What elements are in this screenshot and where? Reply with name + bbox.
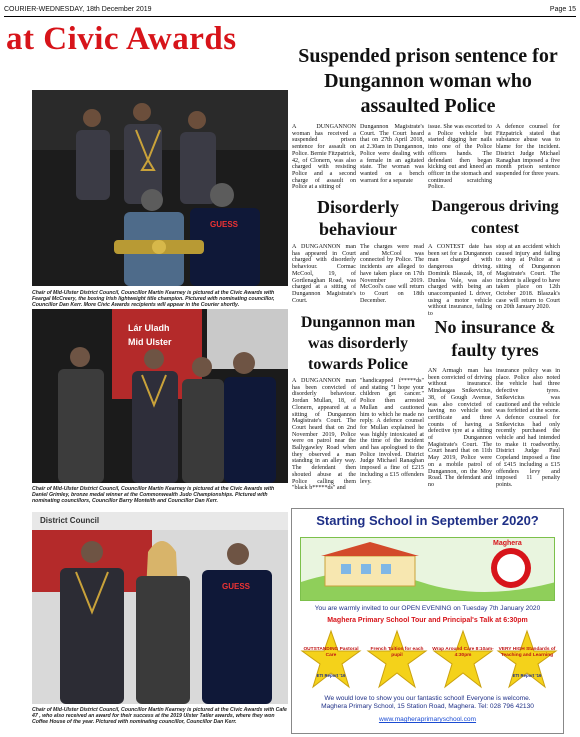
story5-col-1: AN Armagh man has been convicted of driving without insurance. Mindaugas Snikevicius, 38, of Gough Avenue, was also convicted of having no vehicle test certificate and three counts of having a defective tyre at a sitting of Dungannon Magistrate's Court. The Court heard that on 11th May 2019, Police were on a mobile patrol of Dungannon, on the Moy Road. The defendant and no	[428, 368, 492, 488]
feature-sub: ETI Report '16	[316, 673, 346, 678]
photo-civic-award-2	[32, 309, 288, 483]
school-advert	[291, 508, 564, 734]
feature-label: OUTSTANDING Pastoral Care	[303, 647, 359, 658]
story1-col-1: A DUNGANNON woman has received a suspended prison sentence for assault on Police. Bernie Fitzpatrick, 42, of Clonern, was also charged with resisting Police and a second charge of assault on Police at a sitting of	[292, 124, 356, 191]
photo-sign-guess-2: GUESS	[222, 582, 251, 591]
story2-headline: Disorderly behaviour	[317, 197, 399, 239]
feature-label: Wrap Around Care 8:10am-4:30pm	[432, 647, 494, 658]
story1-col-2: Dungannon Magistrate's Court. The Court heard that on 27th April 2018, at 2.30am in Dungannon, Police were dealing with a female in an agitated state. The woman was wanted on a bench warrant for a separate	[360, 124, 424, 184]
tour-info: Maghera Primary School Tour and Principal's Talk at 6:30pm	[327, 617, 528, 624]
feature-sub: ETI Report '16	[512, 673, 542, 678]
civic-awards-headline: at Civic Awards	[6, 21, 237, 57]
school-sign: Maghera	[493, 540, 522, 547]
feature-star-wraparound	[432, 629, 494, 691]
school-illustration	[300, 537, 555, 601]
story3-col-2: stop at an accident which caused injury and failing to stop at Police at a sitting of Dungannon Magistrate's Court. The incident is alleged to have taken place on 12th October 2018. Blaszak's case will return to Court on 20th January 2020.	[496, 244, 560, 311]
caption-2: Chair of Mid-Ulster District Council, Councillor Martin Kearney is pictured at the Civic Awards with Daniel Grimley, bronze medal winner at the Commonwealth Judo Championships. Pictured with nominating councillors, Councillor Barry Monteith and Councillor Dan Kerr.	[32, 486, 275, 505]
feature-star-standards	[496, 629, 558, 691]
page-number: Page 15	[549, 6, 576, 13]
open-evening-invite: You are warmly invited to our OPEN EVENING on Tuesday 7th January 2020	[314, 605, 541, 612]
photo-sign-district-council: District Council	[40, 516, 100, 525]
story4-col-2: "handicapped f*****ds" and stating "I hope your children get cancer." Police then arrested Mullan and cautioned him to which he made no reply. A defence counsel for Mullan explained he was highly intoxicated at the time of the incident and has apologised to the Police involved. District Judge Michael Ranaghan imposed a fine of £215 including a £15 offenders levy.	[360, 378, 424, 485]
feature-label: French Tuition for each pupil	[370, 647, 424, 658]
story1-col-3: issue. She was escorted to a Police vehicle but started digging her nails into one of the Police officers hands. The defendant then began kicking out and kneed an officer in the stomach and continued scratching Police.	[428, 124, 492, 191]
story4-col-1: A DUNGANNON man has been convicted of disorderly behaviour. Jordan Mullan, 18, of Clonern, appeared at a sitting of Dungannon Magistrate's Court. The Court heard that on 2nd November 2019, Police were on patrol near the Ballygawley Road when they observed a man standing in an alley way. The defendant then shouted abuse at the Police calling them "black b*****ds" and	[292, 378, 356, 492]
story1-headline: Suspended prison sentence for Dungannon woman who assaulted Police	[298, 45, 558, 117]
story2-col-1: A DUNGANNON man has appeared in Court charged with disorderly behaviour. Cormac McCool, 19, of Gortlenaghan Road, was charged at a sitting of Dungannon Magistrate's Court.	[292, 244, 356, 304]
advert-title: Starting School in September 2020?	[316, 513, 539, 528]
school-address: Maghera Primary School, 15 Station Road, Maghera. Tel: 028 796 42130	[321, 703, 534, 711]
caption-1: Chair of Mid-Ulster District Council, Councillor Martin Kearney is pictured at the Civic Awards with Feargal McCreery, the boxing Irish lightweight title champion. Pictured with nominating councillor, Councillor Dan Kerr. More Civic Awards recipients will appear in the Courier shortly.	[32, 290, 275, 309]
story2-col-2: The charges were read and McCool was connected by Police. The incidents are alleged to have taken place on 17th November 2019. McCool's case will return to Court on 18th December.	[360, 244, 424, 304]
photo-sign-guess: GUESS	[210, 220, 239, 229]
photo-civic-award-3	[32, 512, 288, 704]
publication-date: COURIER-WEDNESDAY, 18th December 2019	[4, 6, 152, 13]
photo-sign-lar-uladh: Lár Uladh	[128, 323, 170, 333]
photo-civic-award-1	[32, 90, 288, 286]
page-header	[4, 4, 576, 16]
feature-label: VERY HIGH Standards of Teaching and Learning	[498, 647, 556, 658]
story5-col-2: insurance policy was in place. Police also noted the vehicle had three defective tyres. Snikevicius was cautioned and the vehicle was forfeited at the scene. A defence counsel for Snikevicius had only recently purchased the vehicle and had intended to make it roadworthy. District Judge Paul Copeland imposed a fine of £415 including a £15 offenders levy and imposed 11 penalty points.	[496, 368, 560, 488]
feature-star-pastoral	[300, 629, 362, 691]
school-website-link[interactable]: www.magheraprimaryschool.com	[378, 716, 477, 723]
story3-headline: Dangerous driving contest	[431, 198, 559, 237]
caption-3: Chair of Mid-Ulster District Council, Councillor Martin Kearney is pictured at the Civic Awards with Cafe 47 , who also received an award for their success at the 2019 Ulster Tatler awards, where they won Coffee House of the year. Pictured with nominating councillor, Councillor Dan Kerr.	[32, 707, 287, 726]
story5-headline: No insurance & faulty tyres	[434, 317, 556, 360]
story4-headline: Dungannon man was disorderly towards Police	[300, 314, 416, 373]
story3-col-1: A CONTEST date has been set for a Dungannon man charged with dangerous driving. Dominik Blaszak, 18, of Dunlea Vale, was also charged with being an unaccompanied L driver, using a motor vehicle without insurance, failing to	[428, 244, 492, 318]
advert-footer	[292, 695, 563, 712]
photo-sign-mid-ulster: Mid Ulster	[128, 337, 172, 347]
welcome-text: We would love to show you our fantastic school! Everyone is welcome.	[324, 695, 531, 702]
header-rule	[4, 16, 576, 17]
story1-col-4: A defence counsel for Fitzpatrick stated that substance abuse was to blame for the incident. District Judge Michael Ranaghan imposed a five month prison sentence suspended for three years.	[496, 124, 560, 177]
feature-star-french	[366, 629, 428, 691]
